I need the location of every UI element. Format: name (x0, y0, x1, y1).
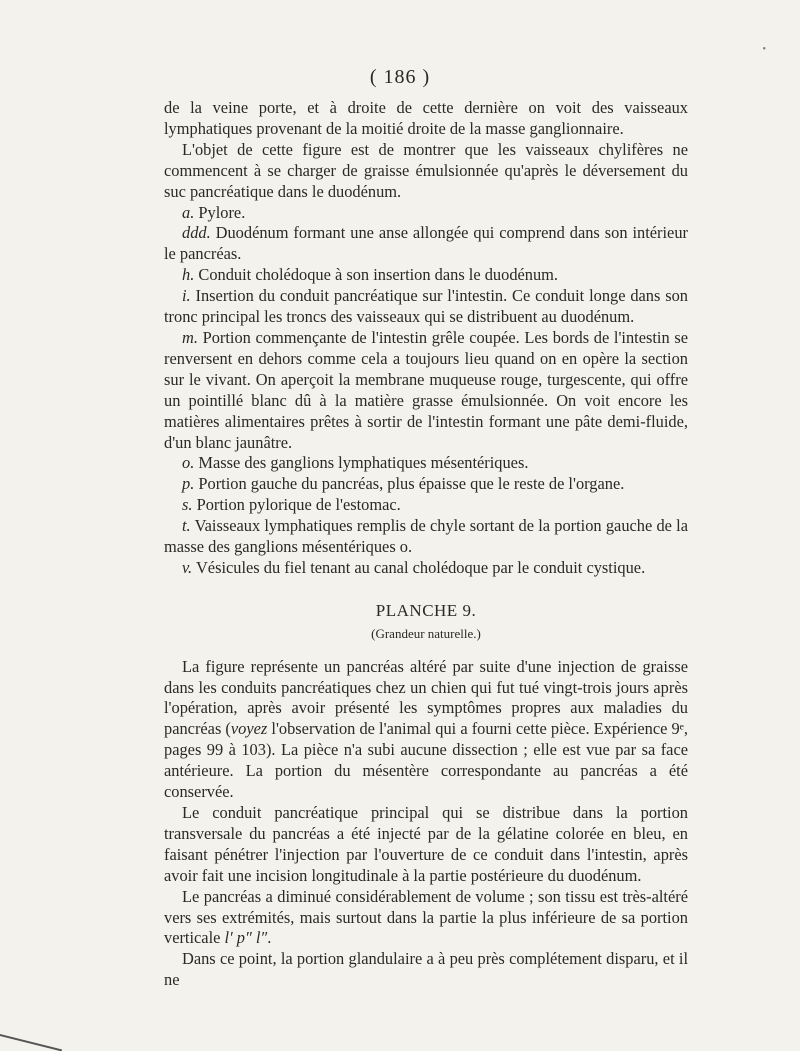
legend-item (164, 328, 688, 453)
legend-text: Masse des ganglions lymphatiques mésentériques. (198, 453, 529, 473)
paragraph: de la veine porte, et à droite de cette dernière on voit des vaisseaux lymphatiques provenant de la moitié droite de la masse ganglionnaire. (164, 98, 688, 138)
text-body (164, 98, 688, 991)
legend-letter: m. (182, 327, 198, 347)
section-subheading: (Grandeur naturelle.) (371, 625, 481, 641)
legend-item (164, 203, 688, 224)
legend-letter: i. (182, 286, 191, 306)
paragraph-before: Le pancréas a diminué considérablement de volume ; son tissu est très-altéré vers ses extrémités, mais surtout dans la partie la plus inférieure de sa portion verticale (164, 886, 688, 948)
legend-item (164, 495, 688, 516)
legend-letter: ddd. (182, 223, 211, 243)
legend-item (164, 516, 688, 558)
paragraph-before: Dans ce point, la portion glandulaire a à peu près complétement disparu, et il ne (164, 949, 688, 990)
legend-letter: a. (182, 202, 195, 222)
legend-item (164, 453, 688, 474)
legend-text: Vaisseaux lymphatiques remplis de chyle sortant de la portion gauche de la masse des ganglions mésentériques o. (164, 516, 688, 557)
legend-item (164, 265, 688, 286)
legend-item (164, 286, 688, 328)
section-heading: PLANCHE 9. (375, 600, 477, 620)
paragraph (164, 949, 688, 991)
page-number: ( 186 ) (369, 66, 431, 88)
edge-line (0, 1034, 62, 1051)
legend-letter: o. (182, 453, 195, 473)
paragraph-italic: voyez (230, 719, 268, 739)
legend-text: Vésicules du fiel tenant au canal cholédoque par le conduit cystique. (195, 557, 646, 577)
paragraph-before: La figure représente un pancréas altéré par suite d'une injection de graisse dans les conduits pancréatiques chez un chien qui fut tué vingt-trois jours après l'opération, après avoir présenté les symptômes propres aux maladies du pancréas ( (164, 656, 688, 739)
paragraph-after: . (267, 928, 272, 948)
legend-item (164, 223, 688, 265)
paragraph-after: l'observation de l'animal qui a fourni cette pièce. Expérience 9ᵉ, pages 99 à 103). La pièce n'a subi aucune dissection ; elle est vue par sa face antérieure. La portion du mésentère correspondante au pancréas a été conservée. (164, 719, 688, 802)
paragraph: L'objet de cette figure est de montrer que les vaisseaux chylifères ne commencent à se charger de graisse émulsionnée qu'après le déversement du suc pancréatique dans le duodénum. (164, 139, 688, 201)
legend-letter: s. (182, 495, 193, 515)
legend-text: Conduit cholédoque à son insertion dans le duodénum. (198, 265, 559, 285)
legend-text: Portion gauche du pancréas, plus épaisse que le reste de l'organe. (198, 474, 625, 494)
legend-text: Pylore. (198, 202, 246, 222)
section-body (164, 657, 688, 992)
paragraph (164, 657, 688, 803)
legend-text: Duodénum formant une anse allongée qui comprend dans son intérieur le pancréas. (164, 223, 688, 264)
paragraph-before: Le conduit pancréatique principal qui se distribue dans la portion transversale du pancréas a été injecté par de la gélatine colorée en bleu, en faisant pénétrer l'injection par l'ouverture de ce conduit dans l'intestin, après avoir fait une incision longitudinale à la partie postérieure du duodénum. (164, 803, 688, 885)
paragraph (164, 887, 688, 950)
legend-letter: v. (182, 557, 193, 577)
legend-item (164, 474, 688, 495)
paragraph-italic: l′ p″ l″ (224, 928, 268, 948)
legend-letter: h. (182, 265, 195, 285)
legend-text: Insertion du conduit pancréatique sur l'intestin. Ce conduit longe dans son tronc principal les troncs des vaisseaux qui se distribuent au duodénum. (164, 286, 688, 327)
corner-mark: • (762, 44, 766, 55)
legend-text: Portion commençante de l'intestin grêle coupée. Les bords de l'intestin se renversent en dehors comme cela a toujours lieu quand on en opère la section sur le vivant. On aperçoit la membrane muqueuse rouge, turgescente, qui offre un pointillé blanc dû à la matière grasse émulsionnée. On voit encore les matières alimentaires prêtes à sortir de l'intestin formant une pâte demi-fluide, d'un blanc jaunâtre. (164, 327, 688, 452)
legend-letter: p. (182, 474, 195, 494)
legend-text: Portion pylorique de l'estomac. (196, 495, 401, 515)
legend-letter: t. (182, 516, 191, 536)
legend-item (164, 558, 688, 579)
paragraph (164, 803, 688, 887)
plate-legend (164, 203, 688, 579)
